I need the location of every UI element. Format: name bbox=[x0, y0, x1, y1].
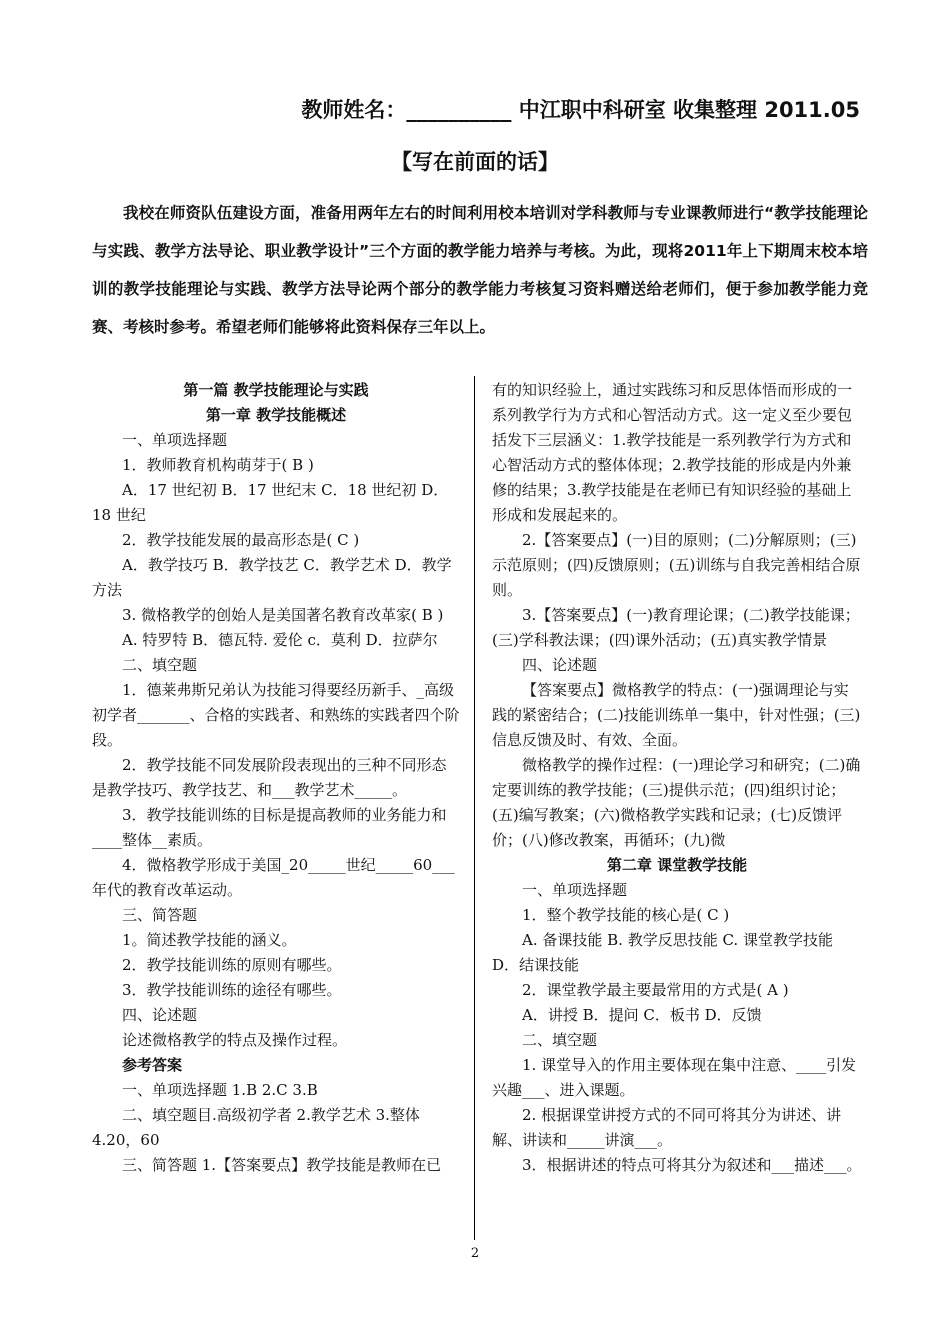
fill-question: 1. 课堂导入的作用主要体现在集中注意、____引发兴趣___、进入课题。 bbox=[492, 1056, 857, 1099]
answers-heading: 参考答案 bbox=[122, 1056, 183, 1074]
question-options: A．讲授 B．提问 C．板书 D．反馈 bbox=[522, 1006, 762, 1024]
section-heading: 三、简答题 bbox=[122, 906, 198, 924]
answer-continuation: 有的知识经验上，通过实践练习和反思体悟而形成的一系列教学行为方式和心智活动方式。这一定义至少要包括发下三层涵义：1.教学技能是一系列教学行为方式和心智活动方式的整体体现；2.教学技能的形成是内外兼修的结果；3.教学技能是在老师已有知识经验的基础上形成和发展起来的。 bbox=[492, 381, 853, 524]
short-question: 3．教学技能训练的途径有哪些。 bbox=[122, 981, 342, 999]
fill-question: 4．微格教学形成于美国_20_____世纪_____60___年代的教育改革运动。 bbox=[92, 856, 455, 899]
preface-body: 我校在师资队伍建设方面，准备用两年左右的时间利用校本培训对学科教师与专业课教师进行“教学技能理论与实践、教学方法导论、职业教学设计”三个方面的教学能力培养与考核。为此，现将2011年上下期周末校本培训的教学技能理论与实践、教学方法导论两个部分的教学能力考核复习资料赠送给老师们，便于参加教学能力竞赛、考核时参考。希望老师们能够将此资料保存三年以上。 bbox=[92, 204, 868, 336]
answer-line: 3.【答案要点】(一)教育理论课；(二)教学技能课；(三)学科教法课；(四)课外活动；(五)真实教学情景 bbox=[492, 606, 860, 649]
column-divider bbox=[474, 376, 475, 1240]
fill-question: 3．教学技能训练的目标是提高教师的业务能力和____整体__素质。 bbox=[92, 806, 447, 849]
essay-question: 论述微格教学的特点及操作过程。 bbox=[122, 1031, 348, 1049]
question: 3. 微格教学的创始人是美国著名教育改革家( B ) bbox=[122, 606, 444, 624]
fill-question: 2. 根据课堂讲授方式的不同可将其分为讲述、讲解、讲读和_____讲演___。 bbox=[492, 1106, 842, 1149]
left-column bbox=[92, 378, 460, 1178]
question: 2．课堂教学最主要最常用的方式是( A ) bbox=[522, 981, 789, 999]
page-number: 2 bbox=[470, 1246, 480, 1261]
answer-line: 三、简答题 1.【答案要点】教学技能是教师在已 bbox=[122, 1156, 442, 1174]
question: 1．整个教学技能的核心是( C ) bbox=[522, 906, 730, 924]
section-heading: 二、填空题 bbox=[122, 656, 198, 674]
document-header: 教师姓名：__________ 中江职中科研室 收集整理 2011.05 bbox=[301, 98, 860, 122]
question-options: A．17 世纪初 B．17 世纪末 C．18 世纪初 D．18 世纪 bbox=[92, 481, 449, 524]
fill-question: 2．教学技能不同发展阶段表现出的三种不同形态是教学技巧、教学技艺、和___教学艺术_____。 bbox=[92, 756, 447, 799]
question-options: A. 备课技能 B. 教学反思技能 C. 课堂教学技能 D．结课技能 bbox=[492, 931, 833, 974]
right-column bbox=[492, 378, 862, 1178]
question-options: A. 特罗特 B．德瓦特. 爱伦 c．莫利 D．拉萨尔 bbox=[122, 631, 438, 649]
short-question: 1。简述教学技能的涵义。 bbox=[122, 931, 297, 949]
part-title: 第一篇 教学技能理论与实践 bbox=[183, 381, 369, 399]
section-heading: 四、论述题 bbox=[522, 656, 598, 674]
preface-title: 【写在前面的话】 bbox=[391, 150, 559, 174]
answer-line: 二、填空题目.高级初学者 2.教学艺术 3.整体 4.20，60 bbox=[92, 1106, 420, 1149]
chapter-title: 第一章 教学技能概述 bbox=[205, 406, 347, 424]
short-question: 2．教学技能训练的原则有哪些。 bbox=[122, 956, 342, 974]
question: 1．教师教育机构萌芽于( B ) bbox=[122, 456, 314, 474]
answer-line: 2.【答案要点】(一)目的原则；(二)分解原则；(三)示范原则；(四)反馈原则；(五)训练与自我完善相结合原则。 bbox=[492, 531, 861, 599]
section-heading: 一、单项选择题 bbox=[522, 881, 628, 899]
question-options: A．教学技巧 B．教学技艺 C．教学艺术 D．教学方法 bbox=[92, 556, 452, 599]
section-heading: 一、单项选择题 bbox=[122, 431, 228, 449]
fill-question: 1．德莱弗斯兄弟认为技能习得要经历新手、_高级初学者_______、合格的实践者、和熟练的实践者四个阶段。 bbox=[92, 681, 460, 749]
question: 2．教学技能发展的最高形态是( C ) bbox=[122, 531, 360, 549]
section-heading: 二、填空题 bbox=[522, 1031, 598, 1049]
answer-line: 【答案要点】微格教学的特点：(一)强调理论与实践的紧密结合；(二)技能训练单一集中，针对性强；(三)信息反馈及时、有效、全面。 bbox=[492, 681, 861, 749]
chapter-title: 第二章 课堂教学技能 bbox=[606, 856, 748, 874]
fill-question: 3．根据讲述的特点可将其分为叙述和___描述___。 bbox=[522, 1156, 862, 1174]
answer-line: 一、单项选择题 1.B 2.C 3.B bbox=[122, 1081, 318, 1099]
answer-line: 微格教学的操作过程：(一)理论学习和研究；(二)确定要训练的教学技能；(三)提供示范；(四)组织讨论；(五)编写教案；(六)微格教学实践和记录；(七)反馈评价；(八)修改教案，再循环；(九)微 bbox=[492, 756, 861, 849]
section-heading: 四、论述题 bbox=[122, 1006, 198, 1024]
